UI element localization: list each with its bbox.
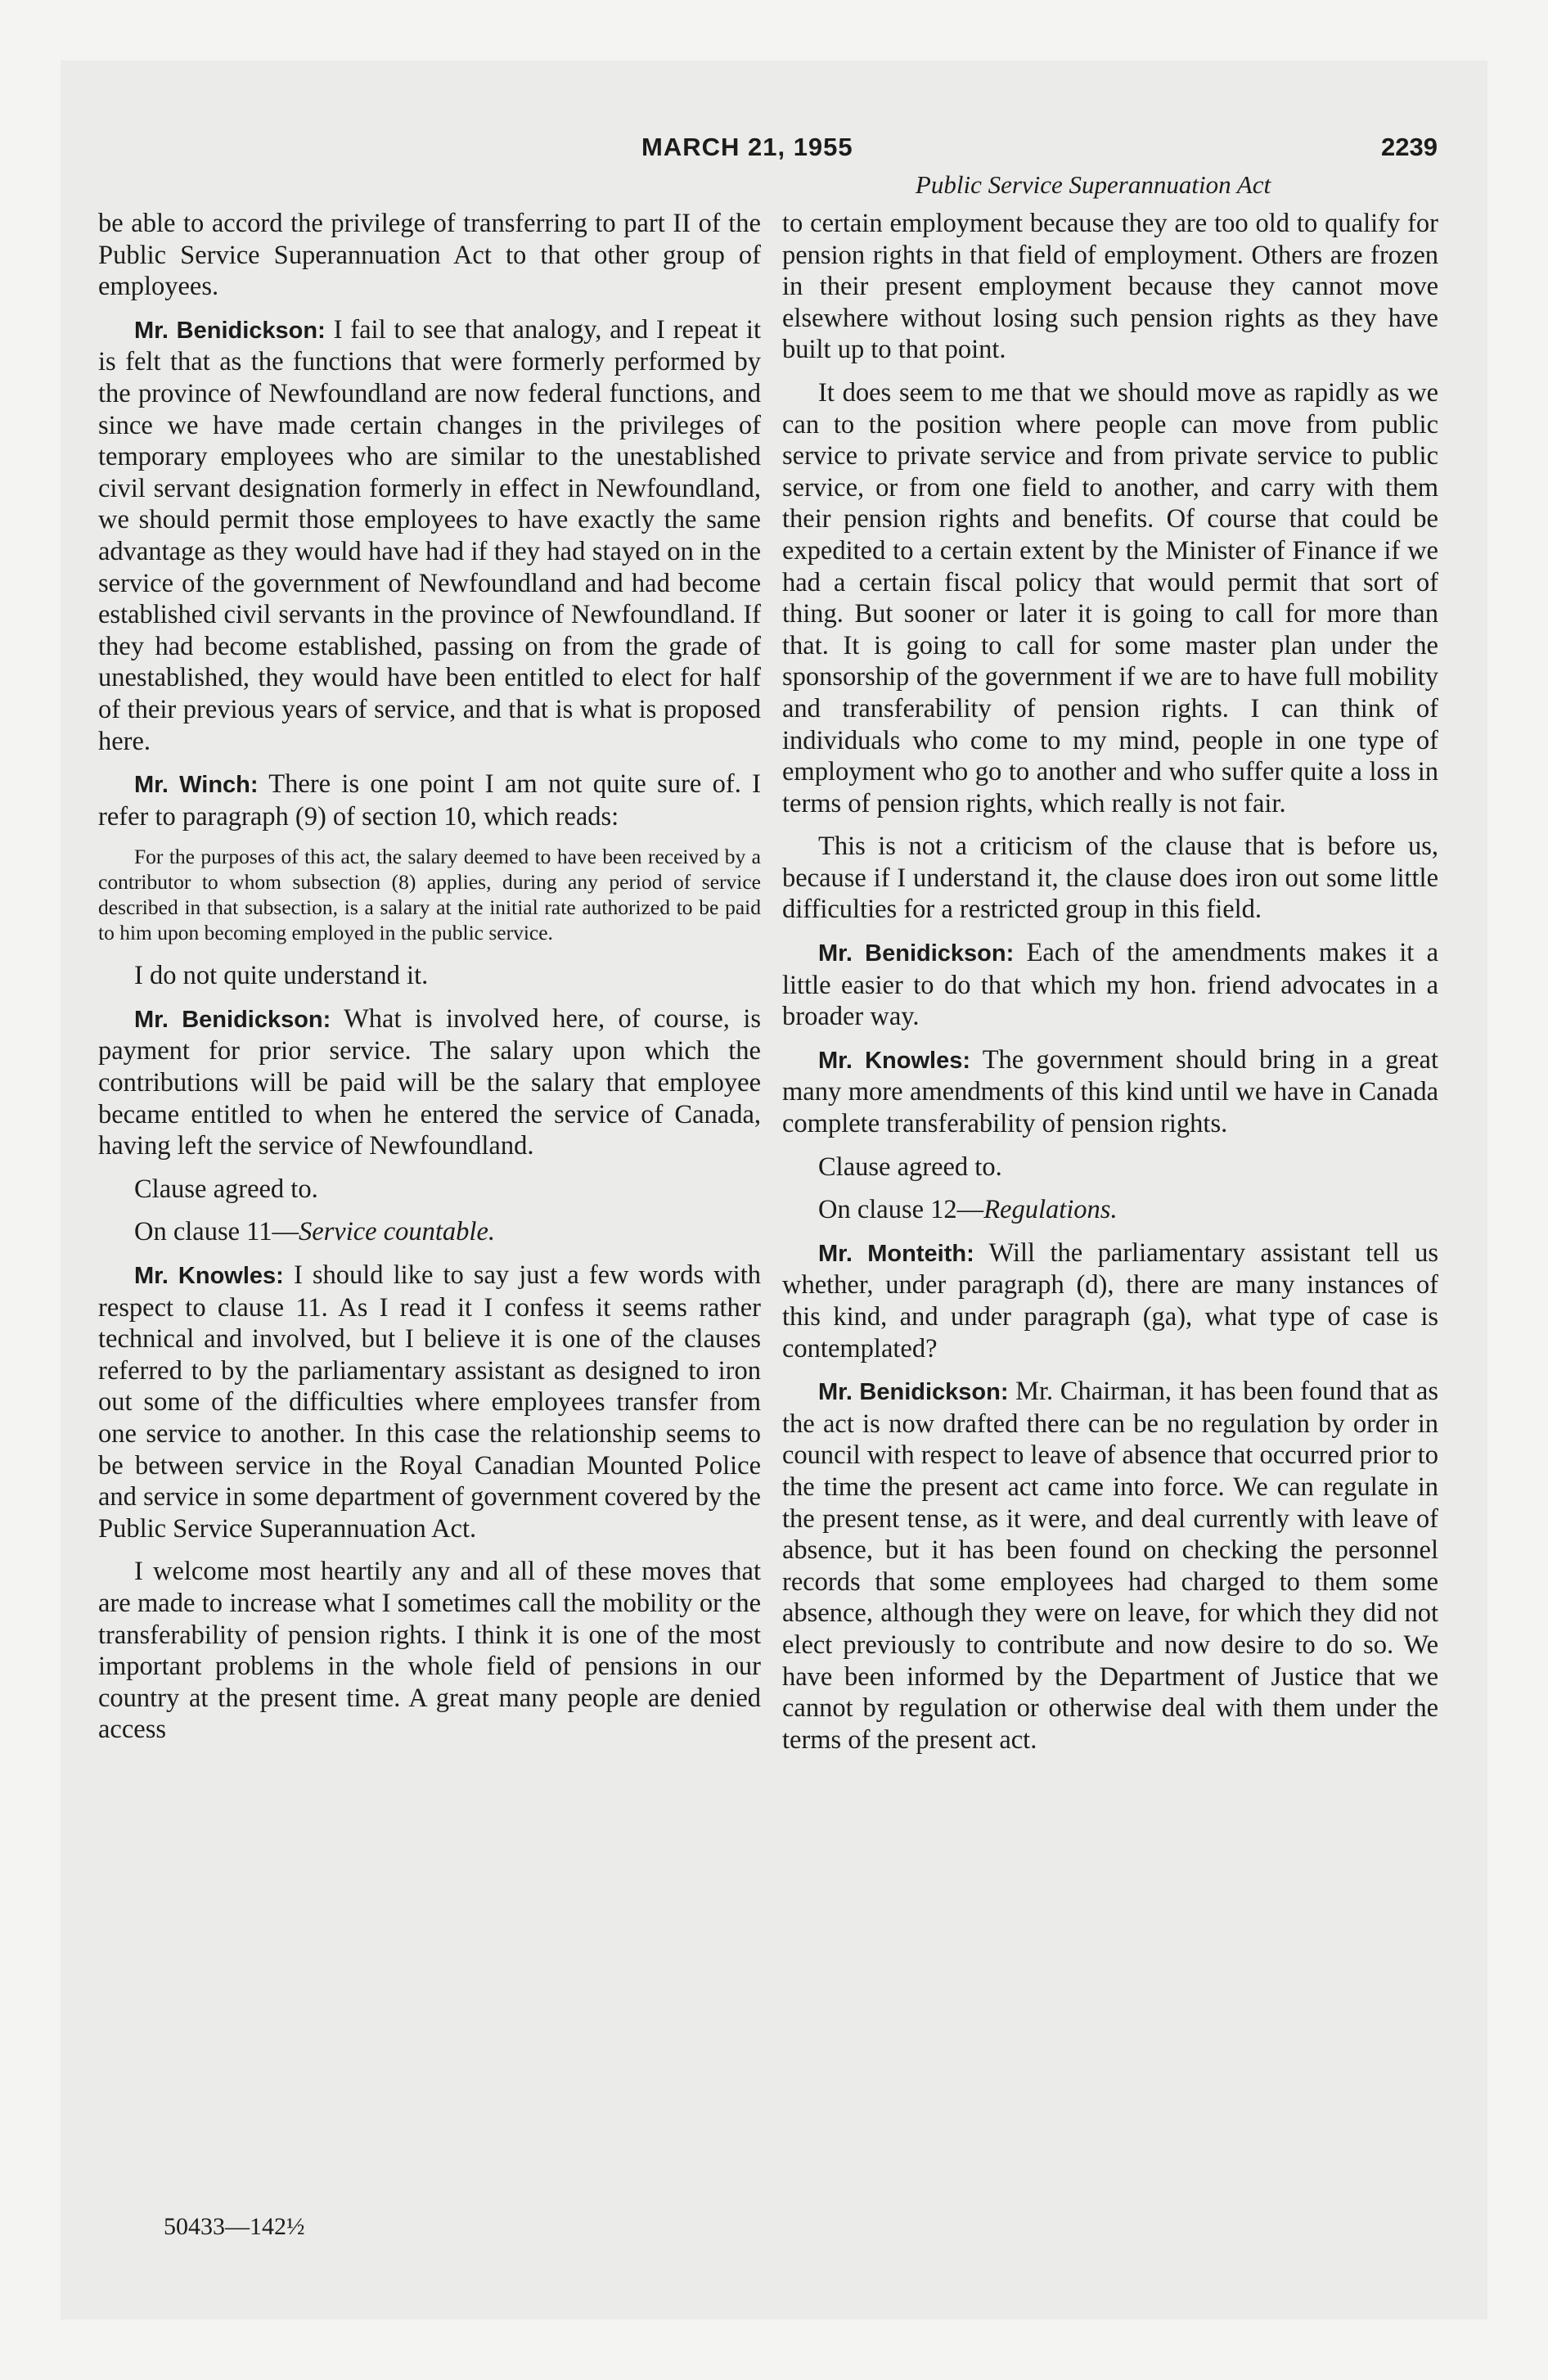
paragraph xyxy=(782,1376,1438,1756)
speech-text: I fail to see that analogy, and I repeat it is felt that as the functions that were formerly performed by the province of Newfoundland are now federal functions, and since we have made certain changes in the privileges of temporary employees who are similar to the unestablished civil servant designation formerly in effect in Newfoundland, we should permit those employees to have exactly the same advantage as they would have had if they had stayed on in the service of the government of Newfoundland and had become established civil servants in the province of Newfoundland. If they had become established, passing on from the grade of unestablished, they would have been entitled to elect for half of their previous years of service, and that is what is proposed here. xyxy=(98,314,761,756)
paragraph xyxy=(98,769,761,832)
paragraph: This is not a criticism of the clause that is before us, because if I understand it, the clause does iron out some little difficulties for a restricted group in this field. xyxy=(782,832,1438,925)
procedural-note: Clause agreed to. xyxy=(134,1174,318,1204)
speech-text: The government should bring in a great many more amendments of this kind until we have in Canada complete transferability of pension rights. xyxy=(782,1044,1439,1139)
paragraph xyxy=(782,1237,1438,1364)
page-date: MARCH 21, 1955 xyxy=(641,133,853,161)
page-number: 2239 xyxy=(1381,133,1438,161)
running-head: Public Service Superannuation Act xyxy=(915,170,1271,199)
paragraph: I do not quite understand it. xyxy=(134,961,429,991)
paragraph: I welcome most heartily any and all of these moves that are made to increase what I sometimes call the mobility or the transferability of pension rights. I think it is one of the most important problems in the whole field of pensions in our country at the present time. A great many people are denied access xyxy=(98,1557,761,1745)
clause-title: Regulations. xyxy=(983,1195,1118,1225)
paragraph xyxy=(98,1260,761,1544)
clause-heading xyxy=(98,1216,761,1248)
paragraph xyxy=(98,1003,761,1162)
clause-title: Service countable. xyxy=(298,1217,496,1247)
paragraph xyxy=(98,314,761,757)
paragraph xyxy=(782,937,1438,1033)
speaker-name: Mr. Winch: xyxy=(134,772,259,799)
paragraph: to certain employment because they are too old to qualify for pension rights in that field of employment. Others are frozen in their present employment because they cannot move elsewhere without losing such pension rights as they have built up to that point. xyxy=(782,209,1438,365)
procedural-note: Clause agreed to. xyxy=(818,1152,1002,1182)
footer-reference: 50433—142½ xyxy=(164,2213,305,2240)
clause-prefix: On clause 12— xyxy=(818,1195,984,1225)
speech-text: Mr. Chairman, it has been found that as the act is now drafted there can be no regulation by order in council with respect to leave of absence that occurred prior to the time the present act came into force. We can regulate in the present tense, as it were, and deal currently with leave of absence, but it has been found on checking the personnel records that some employees had charged to them some absence, although they were on leave, for which they did not elect previously to contribute and now desire to do so. We have been informed by the Department of Justice that we cannot by regulation or otherwise deal with them under the terms of the present act. xyxy=(782,1377,1438,1755)
speaker-name: Mr. Monteith: xyxy=(818,1240,974,1267)
paragraph: be able to accord the privilege of transferring to part II of the Public Service Superannuation Act to that other group of employees. xyxy=(98,209,761,302)
speech-text: There is one point I am not quite sure of. I refer to paragraph (9) of section 10, which reads: xyxy=(98,769,761,832)
paragraph: It does seem to me that we should move as rapidly as we can to the position where people can move from public service to private service and from private service to public service, or from one field to another, and carry with them their pension rights and benefits. Of course that could be expedited to a certain extent by the Minister of Finance if we had a certain fiscal policy that would permit that sort of thing. But sooner or later it is going to call for more than that. It is going to call for some master plan under the sponsorship of the government if we are to have full mobility and transferability of pension rights. I can think of individuals who come to my mind, people in one type of employment who go to another and who suffer quite a loss in terms of pension rights, which really is not fair. xyxy=(782,377,1438,818)
speech-text: Each of the amendments makes it a little easier to do that which my hon. friend advocates in a broader way. xyxy=(782,938,1438,1032)
speaker-name: Mr. Benidickson: xyxy=(134,317,326,344)
speech-text: Will the parliamentary assistant tell us whether, under paragraph (d), there are many instances of this kind, and under paragraph (ga), what type of case is contemplated? xyxy=(782,1237,1438,1364)
speaker-name: Mr. Knowles: xyxy=(134,1263,284,1290)
speaker-name: Mr. Benidickson: xyxy=(818,940,1015,967)
clause-prefix: On clause 11— xyxy=(134,1217,299,1247)
quote-text: For the purposes of this act, the salary deemed to have been received by a contributor to whom subsection (8) applies, during any period of service described in that subsection, is a salary at the initial rate authorized to be paid to him upon becoming employed in the public service. xyxy=(98,845,761,945)
speaker-name: Mr. Benidickson: xyxy=(134,1006,331,1033)
right-column xyxy=(782,208,1438,1767)
speaker-name: Mr. Benidickson: xyxy=(818,1379,1009,1406)
speech-text: I should like to say just a few words with respect to clause 11. As I read it I confess it seems rather technical and involved, but I believe it is one of the clauses referred to by the parliamentary assistant as designed to iron out some of the difficulties where employees transfer from one service to another. In this case the relationship seems to be between service in the Royal Canadian Mounted Police and service in some department of government covered by the Public Service Superannuation Act. xyxy=(98,1260,761,1544)
left-column xyxy=(98,208,761,1757)
page-header xyxy=(0,133,1548,174)
paragraph xyxy=(782,1044,1438,1140)
clause-heading xyxy=(782,1194,1438,1226)
speaker-name: Mr. Knowles: xyxy=(818,1047,971,1074)
speech-text: What is involved here, of course, is payment for prior service. The salary upon which the contributions will be paid will be the salary that employee became entitled to when he entered the service of Canada, having left the service of Newfoundland. xyxy=(98,1003,761,1161)
block-quote xyxy=(98,844,761,945)
